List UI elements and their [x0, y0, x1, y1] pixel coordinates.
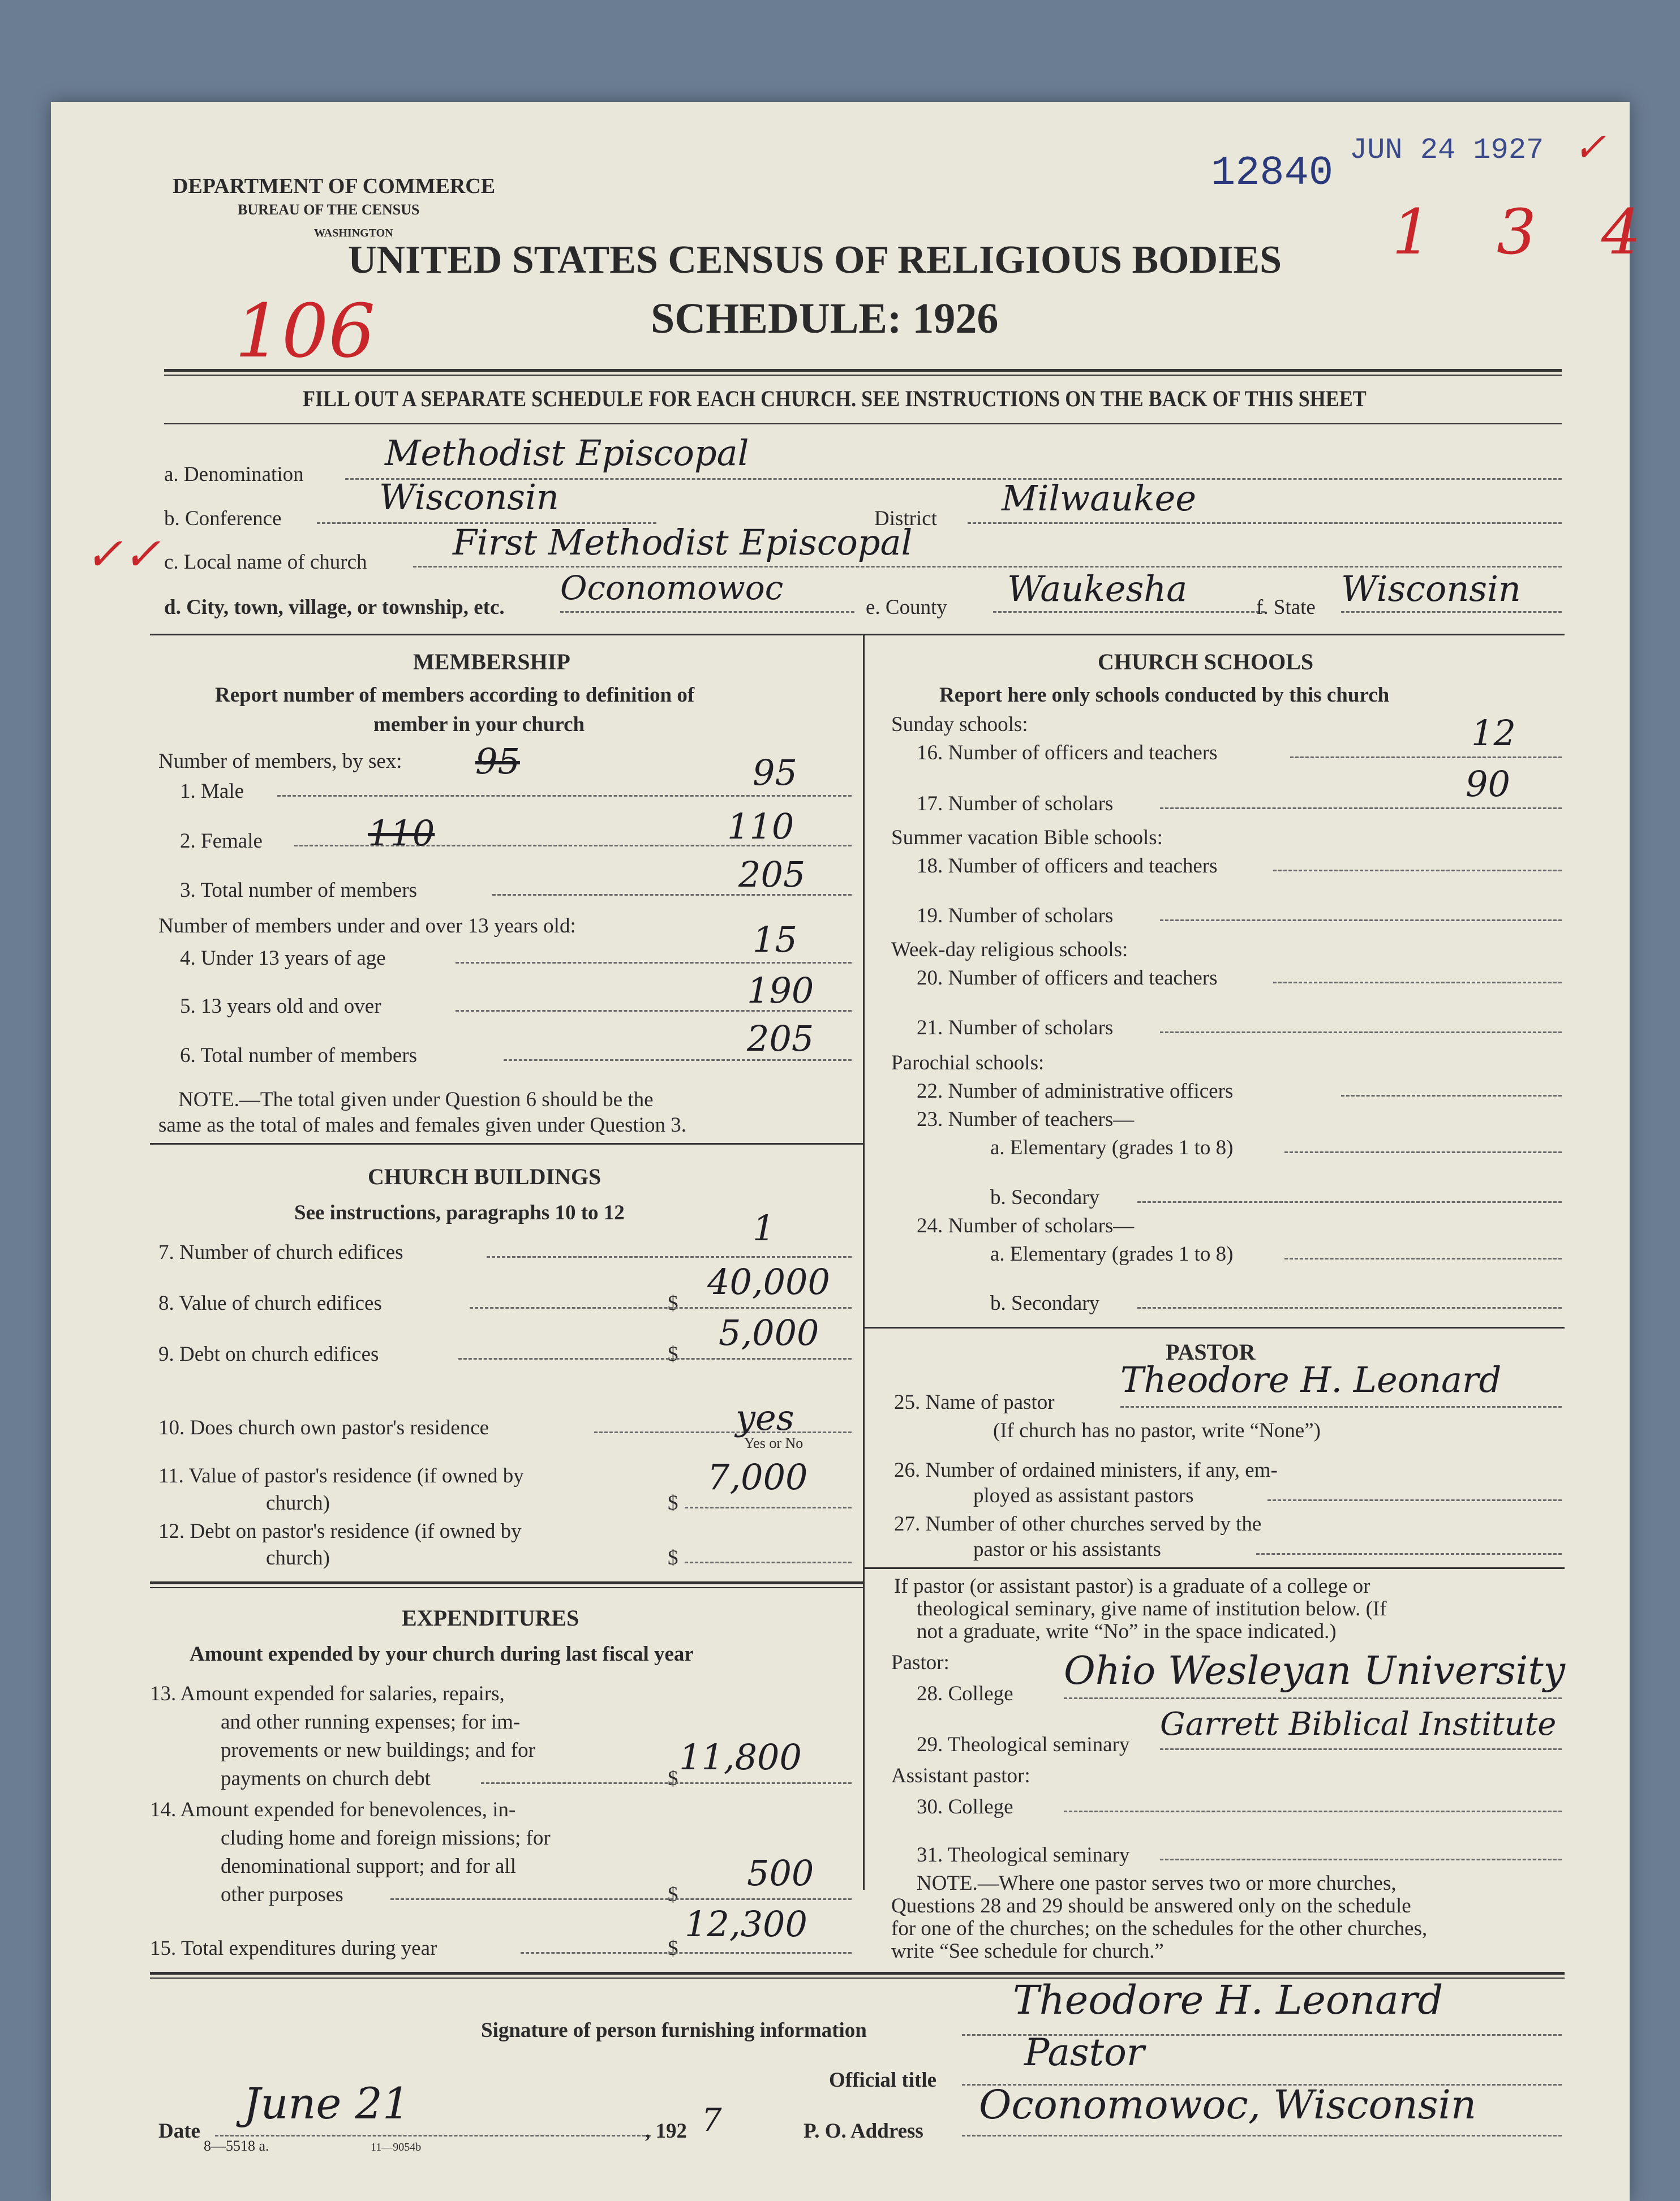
- q8-label: 8. Value of church edifices: [158, 1292, 382, 1315]
- official-title-label: Official title: [829, 2069, 937, 2092]
- q6-label: 6. Total number of members: [180, 1044, 418, 1067]
- fill-instruction: FILL OUT A SEPARATE SCHEDULE FOR EACH CHURCH. SEE INSTRUCTIONS ON THE BACK OF THIS SHEET: [303, 386, 1367, 411]
- q30-line: [1064, 1811, 1562, 1812]
- q23b-line: [1137, 1201, 1562, 1203]
- q9-line: [458, 1358, 852, 1360]
- pastor-heading: PASTOR: [1166, 1339, 1256, 1365]
- state-line: [1341, 611, 1562, 613]
- q13-label-2: and other running expenses; for im-: [221, 1710, 521, 1734]
- q15-value: 12,300: [685, 1903, 807, 1945]
- q26-label-1: 26. Number of ordained ministers, if any, em-: [894, 1459, 1278, 1482]
- graduate-instruction-2: theological seminary, give name of institution below. (If: [917, 1597, 1387, 1620]
- state-value: Wisconsin: [1341, 568, 1521, 609]
- graduate-instruction-1: If pastor (or assistant pastor) is a graduate of a college or: [894, 1575, 1370, 1598]
- po-address-value: Oconomowoc, Wisconsin: [979, 2082, 1477, 2128]
- q25-line: [1120, 1406, 1562, 1408]
- schools-sub: Report here only schools conducted by this church: [939, 683, 1390, 707]
- q15-dollar: $: [668, 1937, 678, 1960]
- q1-line: [277, 795, 852, 797]
- q28-value: Ohio Wesleyan University: [1064, 1649, 1566, 1693]
- q10-value: yes: [736, 1397, 794, 1438]
- q3-label: 3. Total number of members: [180, 879, 418, 902]
- city-label: d. City, town, village, or township, etc.: [164, 596, 505, 619]
- form-number: 8—5518 a.: [204, 2138, 269, 2154]
- q22-line: [1341, 1095, 1562, 1097]
- q27-label-2: pastor or his assistants: [973, 1538, 1161, 1561]
- q12-label-2: church): [266, 1546, 330, 1570]
- q28-line: [1064, 1697, 1562, 1699]
- conference-value: Wisconsin: [379, 476, 559, 518]
- q13-label-3: provements or new buildings; and for: [221, 1739, 535, 1762]
- q17-label: 17. Number of scholars: [917, 792, 1114, 815]
- po-address-line: [962, 2135, 1562, 2136]
- q23a-line: [1284, 1151, 1562, 1153]
- church-name-label: c. Local name of church: [164, 551, 367, 574]
- received-date-stamp: JUN 24 1927: [1350, 134, 1544, 167]
- membership-divider: [150, 1143, 863, 1145]
- receipt-number-stamp: 12840: [1211, 150, 1334, 196]
- q15-label: 15. Total expenditures during year: [150, 1937, 437, 1960]
- q29-value: Garrett Biblical Institute: [1160, 1706, 1557, 1743]
- q16-value: 12: [1471, 712, 1516, 754]
- census-form-sheet: [51, 102, 1664, 2201]
- q23-label: 23. Number of teachers—: [917, 1108, 1135, 1131]
- q11-label-2: church): [266, 1491, 330, 1515]
- q13-line: [481, 1782, 852, 1784]
- q21-line: [1160, 1031, 1562, 1033]
- denomination-label: a. Denomination: [164, 463, 304, 486]
- q14-value: 500: [747, 1852, 814, 1894]
- q6-value: 205: [747, 1018, 814, 1059]
- date-value: June 21: [243, 2078, 410, 2129]
- signature-label: Signature of person furnishing information: [481, 2019, 867, 2042]
- q26-label-2: ployed as assistant pastors: [973, 1484, 1194, 1507]
- q29-line: [1160, 1748, 1562, 1750]
- q31-label: 31. Theological seminary: [917, 1843, 1130, 1867]
- district-value: Milwaukee: [1002, 478, 1197, 519]
- q17-value: 90: [1466, 763, 1510, 805]
- q24a-label: a. Elementary (grades 1 to 8): [990, 1243, 1234, 1266]
- q25-hint: (If church has no pastor, write “None”): [993, 1419, 1321, 1442]
- by-sex-label: Number of members, by sex:: [158, 750, 402, 773]
- footer-divider: [150, 1972, 1565, 1975]
- bureau-name: BUREAU OF THE CENSUS: [238, 201, 420, 218]
- pastor-divider: [863, 1567, 1565, 1569]
- pastor-note-2: Questions 28 and 29 should be answered only on the schedule: [891, 1894, 1411, 1918]
- sunday-label: Sunday schools:: [891, 713, 1028, 736]
- divider-top-3: [164, 423, 1562, 424]
- q9-dollar: $: [668, 1343, 678, 1366]
- q13-label-4: payments on church debt: [221, 1767, 431, 1790]
- assistant-pastor-label: Assistant pastor:: [891, 1764, 1030, 1787]
- bureau-city: WASHINGTON: [314, 227, 393, 239]
- official-title-value: Pastor: [1024, 2031, 1145, 2074]
- q27-line: [1256, 1553, 1562, 1555]
- q10-label: 10. Does church own pastor's residence: [158, 1416, 489, 1439]
- pastor-label: Pastor:: [891, 1651, 949, 1674]
- age-head-label: Number of members under and over 13 years old:: [158, 914, 576, 938]
- q25-value: Theodore H. Leonard: [1120, 1359, 1502, 1400]
- q25-label: 25. Name of pastor: [894, 1391, 1055, 1414]
- red-code-annotation: 1 3 4: [1392, 196, 1664, 268]
- q12-line: [685, 1562, 852, 1563]
- q1-value: 95: [753, 752, 797, 793]
- q3-value: 205: [738, 854, 806, 895]
- q11-value: 7,000: [707, 1456, 808, 1498]
- q8-dollar: $: [668, 1292, 678, 1315]
- q13-value: 11,800: [679, 1736, 802, 1778]
- buildings-heading: CHURCH BUILDINGS: [368, 1164, 601, 1189]
- q18-line: [1273, 870, 1562, 871]
- year-digit: 7: [702, 2102, 722, 2139]
- q30-label: 30. College: [917, 1795, 1013, 1819]
- q4-label: 4. Under 13 years of age: [180, 947, 386, 970]
- q14-label-1: 14. Amount expended for benevolences, in-: [150, 1798, 516, 1821]
- q19-label: 19. Number of scholars: [917, 904, 1114, 927]
- buildings-divider: [150, 1581, 863, 1584]
- q24a-line: [1284, 1258, 1562, 1259]
- buildings-sub: See instructions, paragraphs 10 to 12: [294, 1201, 625, 1224]
- q16-label: 16. Number of officers and teachers: [917, 741, 1218, 764]
- q15-line: [521, 1952, 852, 1954]
- q16-line: [1290, 756, 1562, 758]
- q14-line: [390, 1898, 852, 1900]
- po-address-label: P. O. Address: [804, 2120, 923, 2143]
- schools-divider: [863, 1327, 1565, 1329]
- q11-line: [685, 1507, 852, 1508]
- q28-label: 28. College: [917, 1682, 1013, 1705]
- q8-value: 40,000: [707, 1261, 830, 1302]
- q2-value: 110: [727, 806, 794, 847]
- q1-label: 1. Male: [180, 780, 244, 803]
- q18-label: 18. Number of officers and teachers: [917, 854, 1218, 878]
- pastor-note-4: write “See schedule for church.”: [891, 1940, 1164, 1963]
- q9-label: 9. Debt on church edifices: [158, 1343, 379, 1366]
- q9-value: 5,000: [719, 1312, 819, 1353]
- buildings-divider-2: [150, 1587, 863, 1588]
- q14-dollar: $: [668, 1883, 678, 1906]
- section-divider: [150, 634, 1565, 635]
- district-label: District: [874, 507, 937, 530]
- q5-label: 5. 13 years old and over: [180, 995, 381, 1018]
- q6-line: [504, 1059, 852, 1061]
- q23a-label: a. Elementary (grades 1 to 8): [990, 1136, 1234, 1159]
- q24b-line: [1137, 1307, 1562, 1309]
- divider-top-2: [164, 375, 1562, 376]
- church-name-line: [413, 566, 1562, 568]
- q4-line: [456, 962, 852, 964]
- state-label: f. State: [1256, 596, 1316, 619]
- q10-line: [594, 1431, 852, 1433]
- q13-label-1: 13. Amount expended for salaries, repairs,: [150, 1682, 505, 1705]
- q21-label: 21. Number of scholars: [917, 1016, 1114, 1039]
- date-label: Date: [158, 2120, 200, 2143]
- q14-label-4: other purposes: [221, 1883, 343, 1906]
- membership-note-1: NOTE.—The total given under Question 6 should be the: [178, 1088, 654, 1111]
- schedule-title: SCHEDULE: 1926: [651, 295, 999, 342]
- q5-value: 190: [747, 970, 814, 1011]
- q14-label-2: cluding home and foreign missions; for: [221, 1826, 551, 1850]
- q17-line: [1160, 807, 1562, 809]
- county-value: Waukesha: [1007, 568, 1188, 609]
- q12-dollar: $: [668, 1546, 678, 1570]
- conference-label: b. Conference: [164, 507, 282, 530]
- summer-label: Summer vacation Bible schools:: [891, 826, 1163, 849]
- parochial-label: Parochial schools:: [891, 1051, 1045, 1074]
- county-line: [993, 611, 1265, 613]
- date-line: [215, 2135, 651, 2136]
- expenditures-heading: EXPENDITURES: [402, 1605, 579, 1631]
- q22-label: 22. Number of administrative officers: [917, 1080, 1234, 1103]
- q31-line: [1160, 1859, 1562, 1860]
- q7-line: [487, 1256, 852, 1258]
- q7-label: 7. Number of church edifices: [158, 1241, 403, 1264]
- district-line: [968, 522, 1562, 524]
- dept-name: DEPARTMENT OF COMMERCE: [173, 174, 496, 198]
- red-margin-mark: ✓✓: [85, 528, 161, 581]
- q20-line: [1273, 982, 1562, 983]
- q8-line: [470, 1307, 852, 1309]
- q26-line: [1267, 1499, 1562, 1501]
- membership-sub-2: member in your church: [373, 713, 585, 736]
- expenditures-sub: Amount expended by your church during last fiscal year: [190, 1643, 694, 1666]
- column-divider: [863, 634, 865, 1890]
- signature-value: Theodore H. Leonard: [1013, 1977, 1443, 2023]
- pastor-note-1: NOTE.—Where one pastor serves two or more churches,: [917, 1872, 1397, 1895]
- weekday-label: Week-day religious schools:: [891, 938, 1128, 961]
- q20-label: 20. Number of officers and teachers: [917, 966, 1218, 990]
- membership-heading: MEMBERSHIP: [413, 649, 570, 674]
- q24-label: 24. Number of scholars—: [917, 1214, 1135, 1237]
- pastor-note-3: for one of the churches; on the schedules for the other churches,: [891, 1917, 1428, 1940]
- red-check-mark: ✓: [1573, 124, 1606, 170]
- form-title: UNITED STATES CENSUS OF RELIGIOUS BODIES: [348, 238, 1282, 282]
- red-number-annotation: 106: [235, 288, 376, 374]
- schools-heading: CHURCH SCHOOLS: [1098, 649, 1314, 674]
- graduate-instruction-3: not a graduate, write “No” in the space indicated.): [917, 1620, 1337, 1643]
- q14-label-3: denominational support; and for all: [221, 1855, 516, 1878]
- membership-note-2: same as the total of males and females given under Question 3.: [158, 1114, 686, 1137]
- county-label: e. County: [866, 596, 947, 619]
- year-prefix: , 192: [645, 2120, 687, 2143]
- q23b-label: b. Secondary: [990, 1186, 1100, 1209]
- q2-struck-value: 110: [368, 813, 435, 854]
- q4-value: 15: [753, 919, 797, 960]
- form-number-2: 11—9054b: [371, 2141, 422, 2153]
- city-value: Oconomowoc: [560, 569, 784, 607]
- q12-label-1: 12. Debt on pastor's residence (if owned by: [158, 1520, 522, 1543]
- church-name-value: First Methodist Episcopal: [453, 522, 913, 563]
- q19-line: [1160, 919, 1562, 921]
- q11-label-1: 11. Value of pastor's residence (if owned by: [158, 1464, 524, 1488]
- denomination-value: Methodist Episcopal: [385, 432, 749, 474]
- q7-value: 1: [753, 1207, 775, 1249]
- q1-struck-value: 95: [475, 741, 520, 782]
- q11-dollar: $: [668, 1491, 678, 1515]
- q13-dollar: $: [668, 1767, 678, 1790]
- q10-hint: Yes or No: [744, 1435, 804, 1451]
- q27-label-1: 27. Number of other churches served by the: [894, 1512, 1262, 1536]
- q29-label: 29. Theological seminary: [917, 1733, 1130, 1756]
- q2-label: 2. Female: [180, 829, 263, 853]
- city-line: [560, 611, 854, 613]
- membership-sub-1: Report number of members according to definition of: [215, 683, 695, 707]
- q24b-label: b. Secondary: [990, 1292, 1100, 1315]
